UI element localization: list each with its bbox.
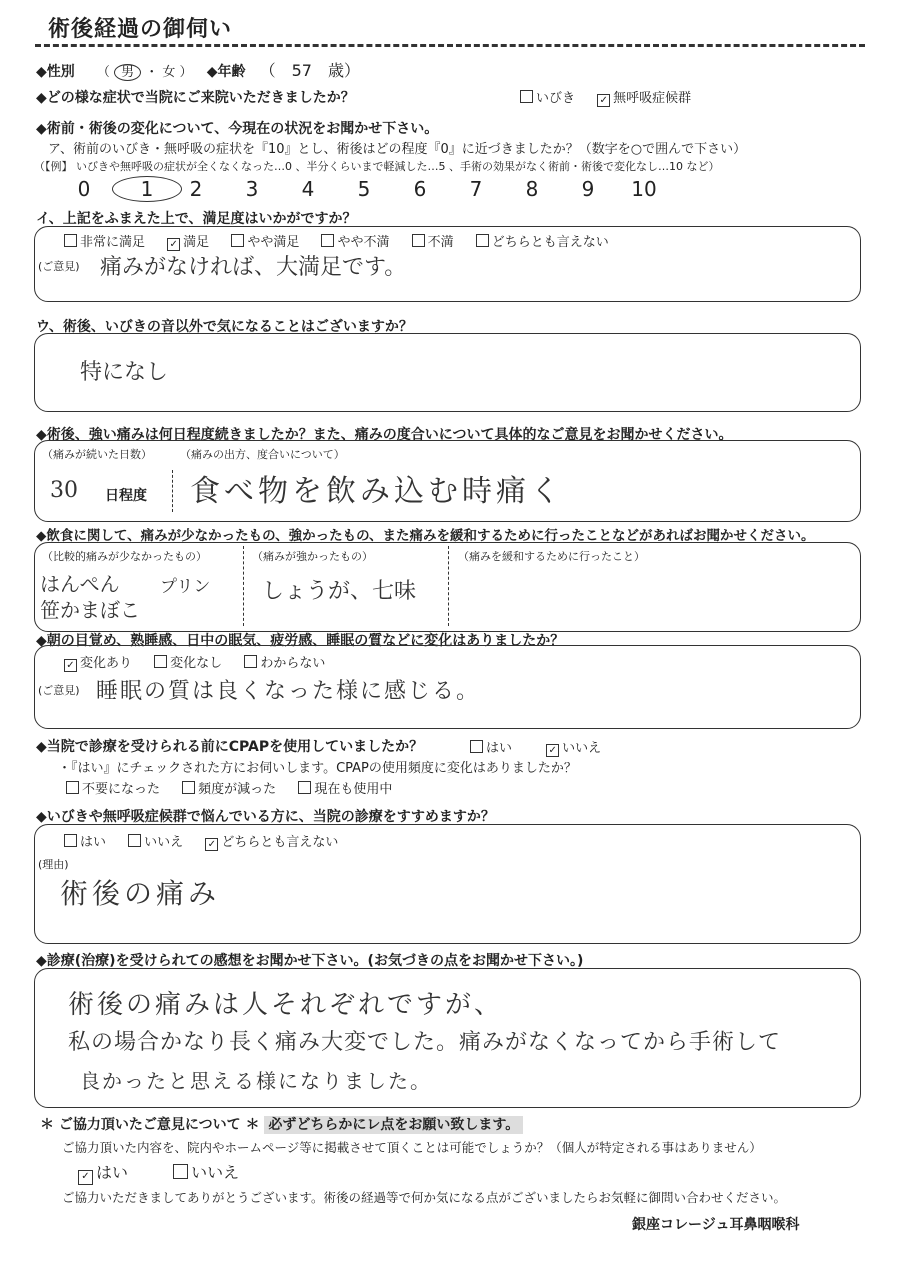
- gender-close: ）: [179, 65, 193, 80]
- pain-divider: [172, 470, 173, 512]
- other-question: ウ、術後、いびきの音以外で気になることはございますか？: [36, 319, 413, 335]
- scale-7[interactable]: 7: [469, 177, 483, 201]
- scale-5[interactable]: 5: [357, 177, 371, 201]
- cpap-sub-options: [66, 778, 410, 797]
- change-sub: ア、術前のいびき・無呼吸の症状を『10』とし、術後はどの程度『0』に近づきましたか？（数字を○で囲んで下さい）: [48, 142, 747, 157]
- food-strong[interactable]: しょうが、七味: [262, 579, 417, 604]
- sleep-option-unknown[interactable]: わからない: [244, 652, 325, 671]
- checkbox-icon: [412, 234, 425, 247]
- pain-days-value[interactable]: 30: [50, 478, 78, 503]
- food-relief-label: （痛みを緩和するために行ったこと）: [458, 550, 645, 563]
- checked-checkbox-icon: ✓: [597, 94, 610, 107]
- pain-degree[interactable]: 食べ物を飲み込む時痛く: [190, 474, 564, 509]
- satisfaction-opinion[interactable]: 痛みがなければ、大満足です。: [100, 255, 407, 280]
- pain-degree-label: （痛みの出方、度合いについて）: [180, 448, 345, 461]
- scale-4[interactable]: 4: [301, 177, 315, 201]
- consent-option-no[interactable]: いいえ: [173, 1160, 239, 1183]
- symptom-option-snoring[interactable]: いびき: [520, 87, 575, 106]
- recommend-reason[interactable]: 術後の痛み: [60, 877, 221, 910]
- title-divider: [35, 44, 865, 47]
- recommend-options: [64, 831, 356, 851]
- food-less-1[interactable]: はんぺん: [40, 572, 120, 596]
- recommend-reason-label: (理由): [38, 858, 69, 871]
- checkbox-icon: [173, 1164, 188, 1179]
- checkbox-icon: [182, 781, 195, 794]
- checked-checkbox-icon: ✓: [167, 238, 180, 251]
- scale-10[interactable]: 10: [631, 177, 657, 201]
- satisfaction-opinion-label: (ご意見): [38, 260, 80, 273]
- consent-heading: ＊ ご協力頂いたご意見について ＊ 必ずどちらかにレ点をお願い致します。: [40, 1114, 523, 1134]
- scale-2[interactable]: 2: [189, 177, 203, 201]
- scale-0[interactable]: 0: [77, 177, 91, 201]
- food-less-label: （比較的痛みが少なかったもの）: [42, 550, 207, 563]
- food-less-2[interactable]: プリン: [160, 577, 211, 597]
- checkbox-icon: [154, 655, 167, 668]
- age-label: ◆年齢: [206, 64, 246, 80]
- impression-line-1[interactable]: 術後の痛みは人それぞれですが、: [68, 990, 504, 1020]
- satisfaction-question: イ、上記をふまえた上で、満足度はいかがですか？: [36, 211, 357, 227]
- impression-line-3[interactable]: 良かったと思える様になりました。: [80, 1069, 432, 1093]
- cpap-option-no[interactable]: ✓ いいえ: [546, 737, 601, 757]
- checkbox-icon: [64, 834, 77, 847]
- consent-options: [78, 1160, 257, 1185]
- gender-label: ◆性別: [36, 64, 75, 80]
- food-divider-1: [243, 546, 244, 626]
- sleep-question: ◆朝の目覚め、熟睡感、日中の眠気、疲労感、睡眠の質などに変化はありましたか？: [36, 633, 565, 649]
- satisfaction-somewhat-satisfied[interactable]: やや満足: [231, 231, 299, 250]
- recommend-option-no[interactable]: いいえ: [128, 831, 183, 850]
- profile-row: [36, 58, 360, 81]
- change-question: ◆術前・術後の変化について、今現在の状況をお聞かせ下さい。: [36, 121, 439, 137]
- sleep-option-changed[interactable]: ✓ 変化あり: [64, 652, 132, 672]
- sleep-options: [64, 652, 343, 672]
- cpap-sub-question: ・『はい』にチェックされた方にお伺いします。CPAPの使用頻度に変化はありましたか？: [58, 761, 577, 776]
- satisfaction-very-satisfied[interactable]: 非常に満足: [64, 231, 145, 250]
- checked-checkbox-icon: ✓: [78, 1170, 93, 1185]
- cpap-option-yes[interactable]: はい: [470, 737, 512, 756]
- checkbox-icon: [520, 90, 533, 103]
- satisfaction-neither[interactable]: どちらとも言えない: [476, 231, 609, 250]
- gender-open: （: [96, 65, 110, 80]
- cpap-sub-unneeded[interactable]: 不要になった: [66, 778, 160, 797]
- clinic-name: 銀座コレージュ耳鼻咽喉科: [632, 1217, 800, 1233]
- scale-9[interactable]: 9: [581, 177, 595, 201]
- scale-6[interactable]: 6: [413, 177, 427, 201]
- cpap-sub-still-using[interactable]: 現在も使用中: [298, 778, 392, 797]
- scale-1[interactable]: 1: [112, 176, 168, 202]
- food-question: ◆飲食に関して、痛みが少なかったもの、強かったもの、また痛みを緩和するために行ったことなどがあればお聞かせください。: [36, 528, 815, 544]
- pain-days-unit: 日程度: [105, 488, 147, 504]
- checkbox-icon: [470, 740, 483, 753]
- gender-sep: ・: [145, 65, 159, 80]
- impression-line-2[interactable]: 私の場合かなり長く痛み大変でした。痛みがなくなってから手術して: [68, 1030, 782, 1055]
- consent-option-yes[interactable]: ✓ はい: [78, 1160, 128, 1185]
- scale-3[interactable]: 3: [245, 177, 259, 201]
- checkbox-icon: [231, 234, 244, 247]
- change-scale: [56, 176, 672, 202]
- recommend-option-yes[interactable]: はい: [64, 831, 106, 850]
- food-less-3[interactable]: 笹かまぼこ: [40, 598, 140, 622]
- food-strong-label: （痛みが強かったもの）: [252, 550, 373, 563]
- checkbox-icon: [244, 655, 257, 668]
- satisfaction-somewhat-unsatisfied[interactable]: やや不満: [321, 231, 389, 250]
- checked-checkbox-icon: ✓: [64, 659, 77, 672]
- sleep-opinion[interactable]: 睡眠の質は良くなった様に感じる。: [96, 679, 481, 704]
- impression-question: ◆診療(治療)を受けられての感想をお聞かせ下さい。(お気づきの点をお聞かせ下さい。): [36, 953, 584, 969]
- pain-days-label: （痛みが続いた日数）: [42, 448, 152, 461]
- gender-male[interactable]: 男: [114, 64, 141, 81]
- checked-checkbox-icon: ✓: [205, 838, 218, 851]
- scale-8[interactable]: 8: [525, 177, 539, 201]
- cpap-sub-reduced[interactable]: 頻度が減った: [182, 778, 276, 797]
- consent-question: ご協力頂いた内容を、院内やホームページ等に掲載させて頂くことは可能でしょうか？（個人が特定される事はありません）: [62, 1140, 762, 1155]
- consent-thanks: ご協力いただきましてありがとうございます。術後の経過等で何か気になる点がございましたらお気軽に御問い合わせください。: [62, 1190, 787, 1205]
- age-value[interactable]: （ 57 歳）: [259, 61, 360, 80]
- satisfaction-options: [64, 231, 627, 251]
- symptom-options: [520, 87, 709, 107]
- satisfaction-unsatisfied[interactable]: 不満: [412, 231, 454, 250]
- checkbox-icon: [321, 234, 334, 247]
- gender-female[interactable]: 女: [162, 65, 176, 80]
- pain-question: ◆術後、強い痛みは何日程度続きましたか？また、痛みの度合いについて具体的なご意見をお聞かせください。: [36, 427, 733, 443]
- checkbox-icon: [128, 834, 141, 847]
- change-example: （【例】 いびきや無呼吸の症状が全くなくなった…0 、半分くらいまで軽減した…5 、手術の効果がなく術前・術後で変化なし…10 など）: [34, 160, 720, 173]
- other-answer[interactable]: 特になし: [80, 360, 169, 385]
- checkbox-icon: [298, 781, 311, 794]
- food-divider-2: [448, 546, 449, 626]
- page-title: 術後経過の御伺い: [48, 17, 233, 42]
- checkbox-icon: [66, 781, 79, 794]
- symptom-question: ◆どの様な症状で当院にご来院いただきましたか？: [36, 90, 355, 106]
- recommend-question: ◆いびきや無呼吸症候群で悩んでいる方に、当院の診療をすすめますか？: [36, 809, 495, 825]
- checked-checkbox-icon: ✓: [546, 744, 559, 757]
- checkbox-icon: [476, 234, 489, 247]
- sleep-option-no-change[interactable]: 変化なし: [154, 652, 222, 671]
- satisfaction-satisfied[interactable]: ✓ 満足: [167, 231, 209, 251]
- sleep-opinion-label: (ご意見): [38, 684, 80, 697]
- checkbox-icon: [64, 234, 77, 247]
- symptom-option-apnea[interactable]: ✓ 無呼吸症候群: [597, 87, 691, 107]
- cpap-question: ◆当院で診療を受けられる前にCPAPを使用していましたか？: [36, 739, 424, 755]
- recommend-option-neither[interactable]: ✓ どちらとも言えない: [205, 831, 338, 851]
- cpap-options: [470, 737, 619, 757]
